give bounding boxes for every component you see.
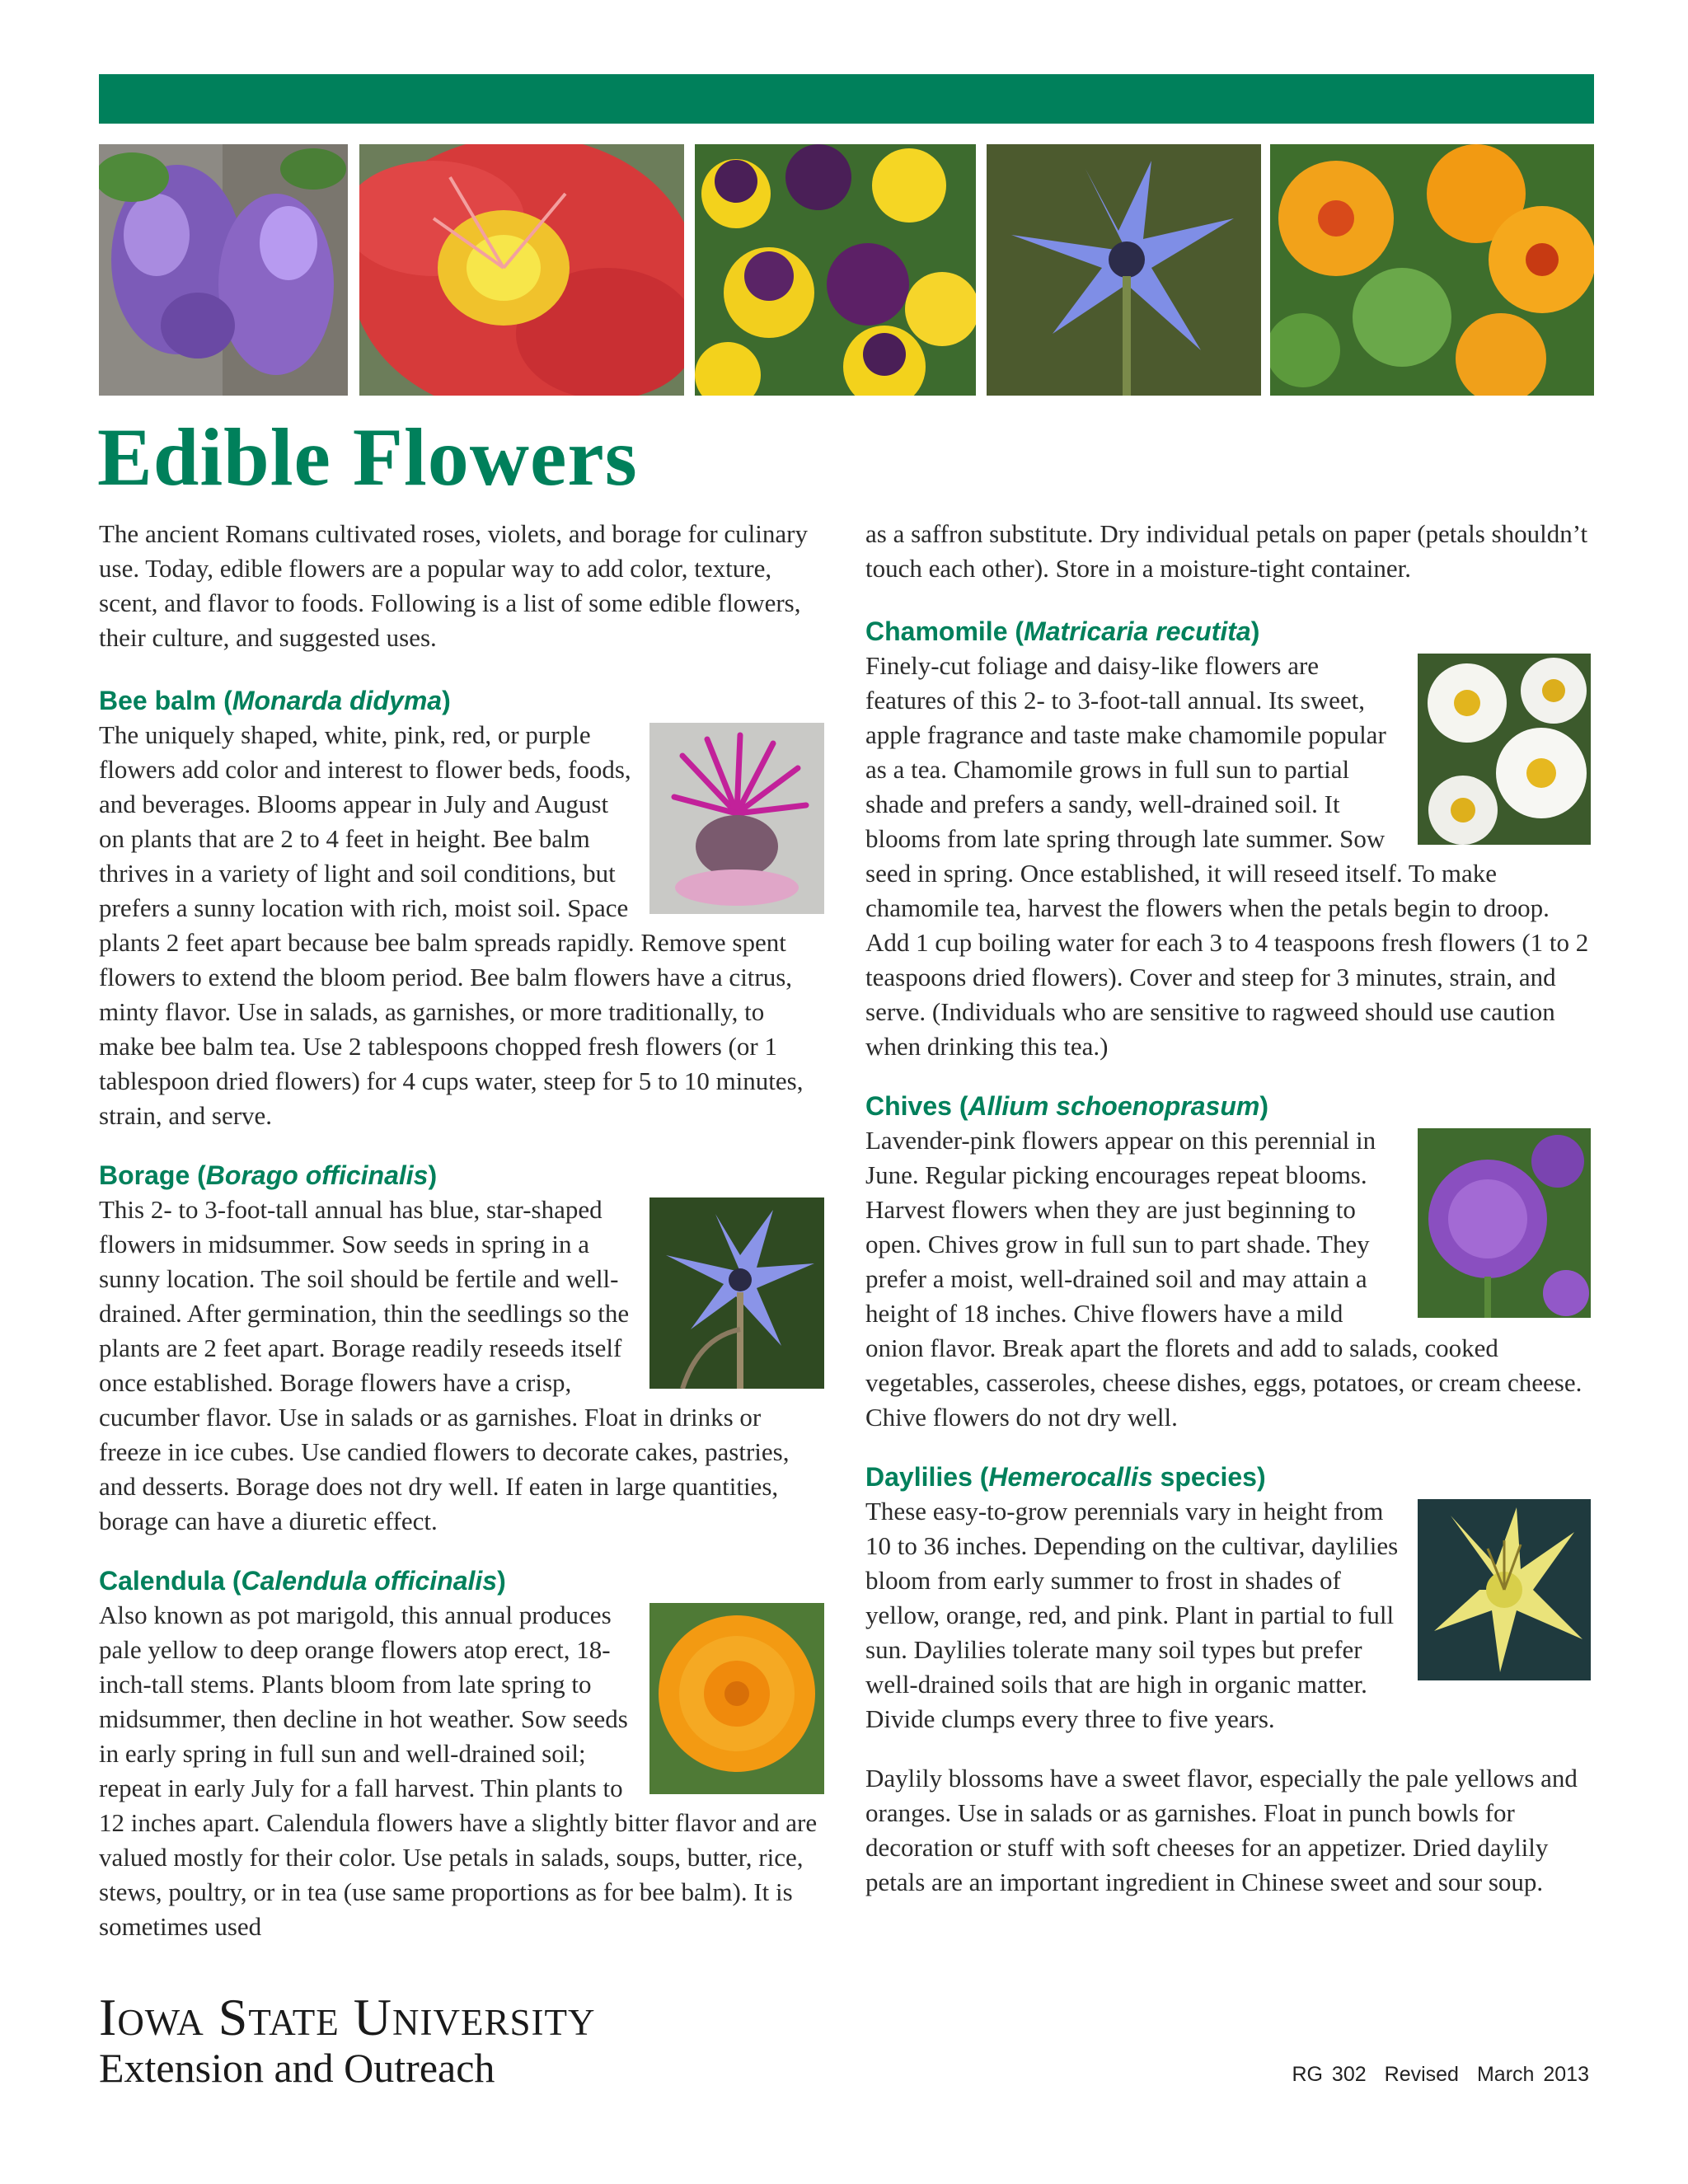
nasturtium-photo (1270, 144, 1594, 396)
daylilies-text: These easy-to-grow perennials vary in height from 10 to 36 inches. Depending on the cultivar, daylilies bloom from early summer to frost in shades of yellow, orange, red, and pink. Plant in partial to full sun. Daylilies tolerate many soil types but prefer well-drained soils that are high in organic matter. Divide clumps every three to five years. (865, 1497, 1399, 1733)
pub-number: RG 302 (1292, 2063, 1367, 2086)
pub-date: March 2013 (1476, 2063, 1589, 2086)
university-logo (99, 1990, 595, 2091)
publication-id (1292, 2063, 1589, 2087)
chamomile-photo (1418, 654, 1591, 845)
bee-balm-heading: Bee balm (Monarda didyma) (99, 686, 451, 715)
right-column (865, 517, 1591, 1900)
pub-revised: Revised (1384, 2063, 1459, 2086)
chives-photo (1418, 1128, 1591, 1318)
lilac-photo (99, 144, 348, 396)
chives-text: Lavender-pink flowers appear on this perennial in June. Regular picking encourages repeat blooms. Harvest flowers when they are just beginning to open. Chives grow in full sun to part shade. They prefer a moist, well-drained soil and may attain a height of 18 inches. Chive flowers have a mild onion flavor. Break apart the florets and add to salads, cooked vegetables, casseroles, cheese dishes, eggs, potatoes, or cream cheese. Chive flowers do not dry well. (865, 1126, 1582, 1432)
calendula-photo (649, 1603, 824, 1794)
chamomile-text: Finely-cut foliage and daisy-like flowers are features of this 2- to 3-foot-tall annual. Its sweet, apple fragrance and taste make chamomile popular as a tea. Chamomile grows in full sun to partial shade and prefers a sandy, well-drained soil. It blooms from late spring through late summer. Sow seed in spring. Once established, it will reseed itself. To make chamomile tea, harvest the flowers when the petals begin to droop. Add 1 cup boiling water for each 3 to 4 teaspoons fresh flowers (1 to 2 teaspoons dried flowers). Cover and steep for 3 minutes, strain, and serve. (Individuals who are sensitive to ragweed should use caution when drinking this tea.) (865, 651, 1589, 1061)
left-column (99, 517, 824, 1944)
page-title: Edible Flowers (97, 411, 638, 503)
header-bar (99, 74, 1594, 124)
logo-sub-text: Extension and Outreach (99, 2045, 495, 2091)
daylilies-heading: Daylilies (Hemerocallis species) (865, 1462, 1266, 1492)
borage-photo (987, 144, 1261, 396)
borage-heading: Borage (Borago officinalis) (99, 1160, 438, 1190)
chamomile-heading: Chamomile (Matricaria recutita) (865, 616, 1260, 646)
bee-balm-text: The uniquely shaped, white, pink, red, or purple flowers add color and interest to flower beds, foods, and beverages. Blooms appear in July and August on plants that are 2 to 4 feet in height. Bee balm thrives in a variety of light and soil conditions, but prefers a sunny location with rich, moist soil. Space plants 2 feet apart because bee balm spreads rapidly. Remove spent flowers to extend the bloom period. Bee balm flowers have a citrus, minty flavor. Use in salads, as garnishes, or more traditionally, to make bee balm tea. Use 2 tablespoons chopped fresh flowers (or 1 tablespoon dried flowers) for 4 cups water, steep for 5 to 10 minutes, strain, and serve. (99, 720, 804, 1130)
violas-photo (695, 144, 976, 396)
calendula-heading: Calendula (Calendula officinalis) (99, 1566, 506, 1596)
red-daylily-photo (359, 144, 684, 396)
calendula-text: Also known as pot marigold, this annual produces pale yellow to deep orange flowers atop erect, 18-inch-tall stems. Plants bloom from late spring to midsummer, then decline in hot weather. Sow seeds in early spring in full sun and well-drained soil; repeat in early July for a fall harvest. Thin plants to 12 inches apart. Calendula flowers have a slightly bitter flavor and are valued mostly for their color. Use petals in salads, soups, butter, rice, stews, poultry, or in tea (use same proportions as for bee balm). It is sometimes used (99, 1601, 818, 1941)
borage-thumbnail (649, 1197, 824, 1389)
daylily-photo (1418, 1499, 1591, 1680)
bee-balm-photo (649, 723, 824, 914)
chives-heading: Chives (Allium schoenoprasum) (865, 1091, 1268, 1121)
calendula-text-continued: as a saffron substitute. Dry individual petals on paper (petals shouldn’t touch each other). Store in a moisture-tight container. (865, 519, 1588, 583)
intro-paragraph: The ancient Romans cultivated roses, violets, and borage for culinary use. Today, edible flowers are a popular way to add color, texture, scent, and flavor to foods. Following is a list of some edible flowers, their culture, and suggested uses. (99, 519, 808, 652)
borage-text: This 2- to 3-foot-tall annual has blue, star-shaped flowers in midsummer. Sow seeds in spring in a sunny location. The soil should be fertile and well-drained. After germination, thin the seedlings so the plants are 2 feet apart. Borage readily reseeds itself once established. Borage flowers have a crisp, cucumber flavor. Use in salads or as garnishes. Float in drinks or freeze in ice cubes. Use candied flowers to decorate cakes, pastries, and desserts. Borage does not dry well. If eaten in large quantities, borage can have a diuretic effect. (99, 1195, 790, 1535)
logo-main-text: Iowa State University (99, 1988, 596, 2046)
daylilies-text-2: Daylily blossoms have a sweet flavor, especially the pale yellows and oranges. Use in salads or as garnishes. Float in punch bowls for decoration or stuff with soft cheeses for an appetizer. Dried daylily petals are an important ingredient in Chinese sweet and sour soup. (865, 1764, 1578, 1896)
